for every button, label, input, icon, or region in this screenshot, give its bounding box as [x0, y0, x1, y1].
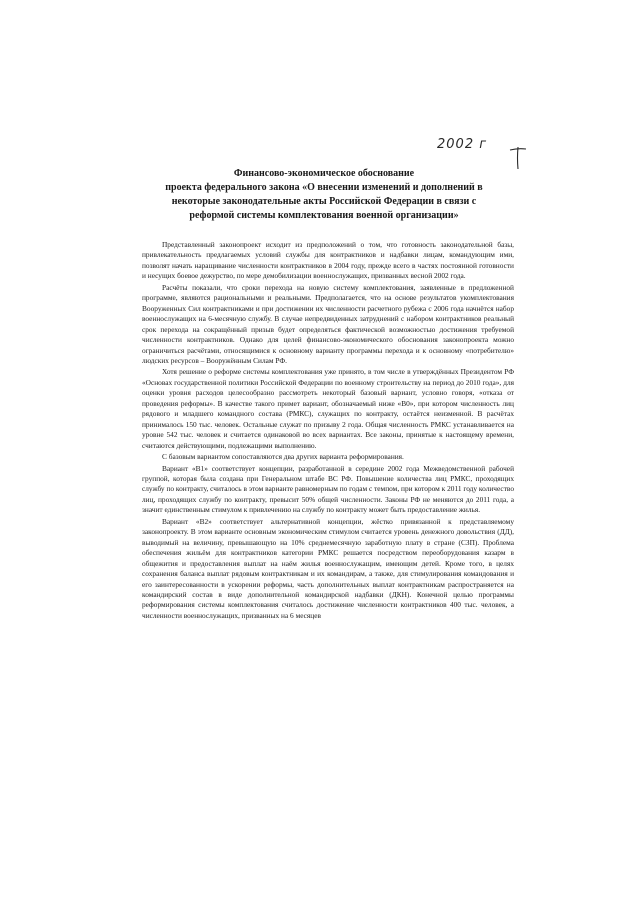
paragraph: Хотя решение о реформе системы комплектования уже принято, в том числе в утверждённых Президентом РФ «Основах государственной политики Российской Федерации по военному строительству на период до 2010 года», для оценки уровня расходов целесообразно рассмотреть некоторый базовый вариант, условно говоря, «отказа от проведения реформы». В качестве такого примет вариант, обозначаемый ниже «В0», при котором численность лиц рядового и младшего командного состава (РМКС), служащих по контракту, остаётся неизменной. В расчётах принималось 150 тыс. человек. Остальные служат по призыву 2 года. Общая численность РМКС устанавливается на уровне 542 тыс. человек и считается одинаковой во всех вариантах. Все законы, принятые к настоящему времени, считаются действующими, подлежащими выполнению. [142, 367, 514, 450]
paragraph: Вариант «В1» соответствует концепции, разработанной в середине 2002 года Межведомственной рабочей группой, которая была создана при Генеральном штабе ВС РФ. Повышение количества лиц РМКС, проходящих службу по контракту, считалось в этом варианте равномерным по годам с темпом, при котором к 2011 году количество лиц, проходящих службу по контракту, превысит 50% общей численности. Законы РФ не меняются до 2011 года, а значит единственным стимулом к привлечению на службу по контракту может быть предоставление жилья. [142, 463, 514, 515]
paragraph: Представленный законопроект исходит из предположений о том, что готовность законодательной базы, привлекательность предлагаемых условий службы для контрактников и надбавки лицам, командующим ими, позволят начать наращивание численности контрактников в 2004 году, прежде всего в частях постоянной готовности и несущих боевое дежурство, по мере демобилизации военнослужащих, призванных весной 2002 года. [142, 240, 514, 281]
title-line-4: реформой системы комплектования военной организации» [189, 210, 459, 221]
document-body [142, 240, 514, 622]
paragraph: Вариант «В2» соответствует альтернативной концепции, жёстко привязанной к представляемому законопроекту. В этом варианте основным экономическим стимулом считается уровень денежного довольствия (ДД), выводимый на величину, превышающую на 10% среднемесячную заработную плату в стране (СЗП). Проблема обеспечения жильём для контрактников категории РМКС решается посредством переоборудования казарм в общежития и предоставления выплат на наём жилья военнослужащим, имеющим детей. Кроме того, в целях сохранения баланса выплат рядовым контрактникам и их командирам, а также, для стимулирования командования и его заинтересованности в ускорении реформы, часть дополнительных выплат контрактникам распространяется на командирский состав в виде дополнительной командирской надбавки (ДКН). Конечной целью программы реформирования системы комплектования считалось достижение численности контрактников 400 тыс. человек, а численности военнослужащих, призванных на 6 месяцев [142, 516, 514, 620]
handwritten-year-note: 2002 г [437, 137, 488, 152]
title-line-1: Финансово-экономическое обоснование [233, 168, 415, 179]
document-title [134, 167, 514, 223]
paragraph: Расчёты показали, что сроки перехода на новую систему комплектования, заявленные в предложенной программе, являются рациональными и реальными. Предполагается, что на основе результатов укомплектования Вооруженных Сил контрактниками и при достижении их численности расчетного рубежа с 2006 года начнётся набор военнослужащих на 6-месячную службу. В случае непредвиденных затруднений с набором контрактников реальный срок перехода на сокращённый призыв будет определяться фактической возможностью достижения требуемой численности контрактников. Однако для целей финансово-экономического обоснования законопроекта можно ограничиться расчётами, относящимися к основному варианту программы перехода и к основному «потребителю» людских ресурсов – Вооружённым Силам РФ. [142, 282, 514, 365]
title-line-3: некоторые законодательные акты Российской Федерации в связи с [171, 196, 477, 207]
title-line-2: проекта федерального закона «О внесении изменений и дополнений в [165, 182, 483, 193]
paragraph: С базовым вариантом сопоставляются два других варианта реформирования. [162, 452, 404, 462]
